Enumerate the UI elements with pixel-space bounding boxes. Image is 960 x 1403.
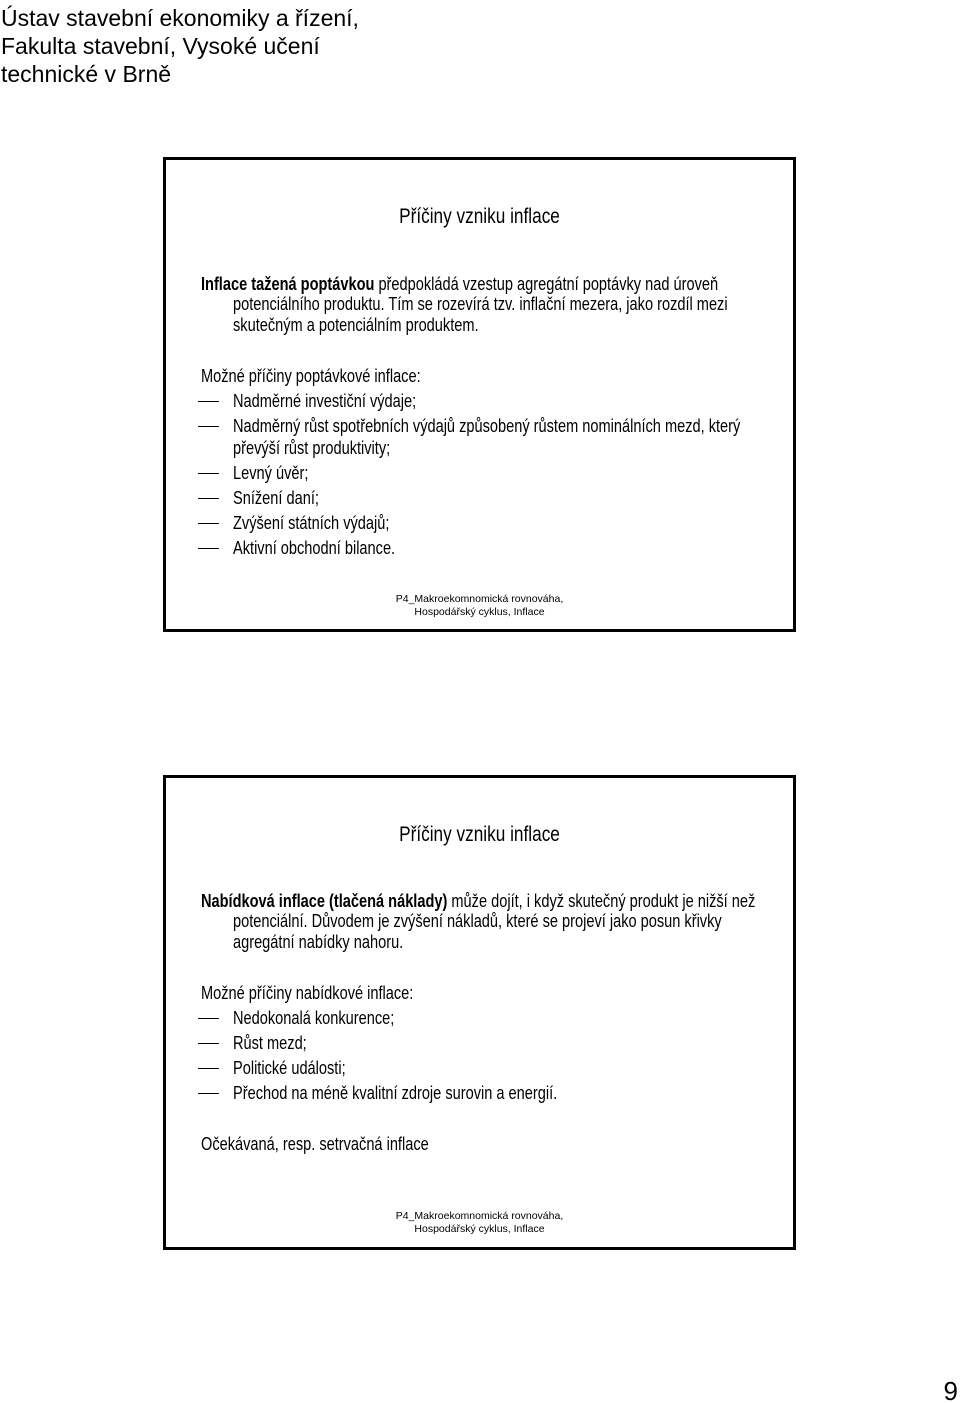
intro-line [201, 891, 755, 911]
dash-bullet-icon [198, 548, 219, 549]
slide-cost-push-inflation [163, 775, 796, 1250]
dash-bullet-icon [198, 473, 219, 474]
cause-item [166, 416, 793, 458]
causes-heading: Možné příčiny poptávkové inflace: [201, 366, 421, 386]
cause-item-text: Nadměrný růst spotřebních výdajů způsobený růstem nominálních mezd, který [233, 416, 741, 436]
causes-heading: Možné příčiny nabídkové inflace: [201, 983, 414, 1003]
slide-footer-line: P4_Makroekomnomická rovnováha, [395, 593, 564, 605]
cause-item [166, 391, 793, 411]
slide-footer-line: Hospodářský cyklus, Inflace [414, 606, 545, 618]
dash-bullet-icon [198, 1043, 219, 1044]
intro-lead-term: Nabídková inflace (tlačená náklady) [201, 891, 448, 911]
closing-note: Očekávaná, resp. setrvačná inflace [201, 1134, 429, 1154]
slide-title: Příčiny vzniku inflace [399, 205, 560, 228]
page-number: 9 [943, 1376, 958, 1403]
slide-footer-line: P4_Makroekomnomická rovnováha, [395, 1210, 564, 1222]
intro-lead-term: Inflace tažená poptávkou [201, 274, 375, 294]
intro-line: potenciálního produktu. Tím se rozevírá tzv. inflační mezera, jako rozdíl mezi [233, 294, 728, 314]
cause-item-text: Zvýšení státních výdajů; [233, 513, 390, 533]
dash-bullet-icon [198, 498, 219, 499]
cause-item [166, 463, 793, 483]
cause-item-text: Nedokonalá konkurence; [233, 1008, 395, 1028]
slide-title: Příčiny vzniku inflace [399, 823, 560, 846]
dash-bullet-icon [198, 401, 219, 402]
slide-demand-pull-inflation [163, 157, 796, 632]
slide-footer-line: Hospodářský cyklus, Inflace [414, 1223, 545, 1235]
cause-item-text: Růst mezd; [233, 1033, 307, 1053]
intro-line: agregátní nabídky nahoru. [233, 932, 404, 952]
intro-text: předpokládá vzestup agregátní poptávky nad úroveň [378, 274, 719, 294]
dash-bullet-icon [198, 1093, 219, 1094]
cause-item [166, 1083, 793, 1103]
cause-item-text: Aktivní obchodní bilance. [233, 538, 396, 558]
dash-bullet-icon [198, 523, 219, 524]
dash-bullet-icon [198, 1068, 219, 1069]
cause-item-text: Levný úvěr; [233, 463, 309, 483]
institution-header [1, 4, 359, 88]
intro-line: potenciální. Důvodem je zvýšení nákladů, které se projeví jako posun křivky [233, 911, 722, 931]
dash-bullet-icon [198, 426, 219, 427]
cause-item-text: Přechod na méně kvalitní zdroje surovin a energií. [233, 1083, 558, 1103]
cause-item [166, 1058, 793, 1078]
institution-line: Ústav stavební ekonomiky a řízení, [1, 5, 359, 31]
cause-item [166, 538, 793, 558]
intro-text: může dojít, i když skutečný produkt je nižší než [451, 891, 756, 911]
cause-item [166, 513, 793, 533]
cause-item-text: Snížení daní; [233, 488, 319, 508]
dash-bullet-icon [198, 1018, 219, 1019]
institution-line: Fakulta stavební, Vysoké učení [1, 33, 320, 59]
cause-item [166, 1033, 793, 1053]
institution-line: technické v Brně [1, 61, 172, 87]
cause-item [166, 488, 793, 508]
intro-line [201, 274, 718, 294]
cause-item-text: Nadměrné investiční výdaje; [233, 391, 417, 411]
cause-item-text: Politické události; [233, 1058, 346, 1078]
intro-line: skutečným a potenciálním produktem. [233, 315, 479, 335]
cause-item [166, 1008, 793, 1028]
cause-item-text: převýší růst produktivity; [233, 438, 391, 458]
